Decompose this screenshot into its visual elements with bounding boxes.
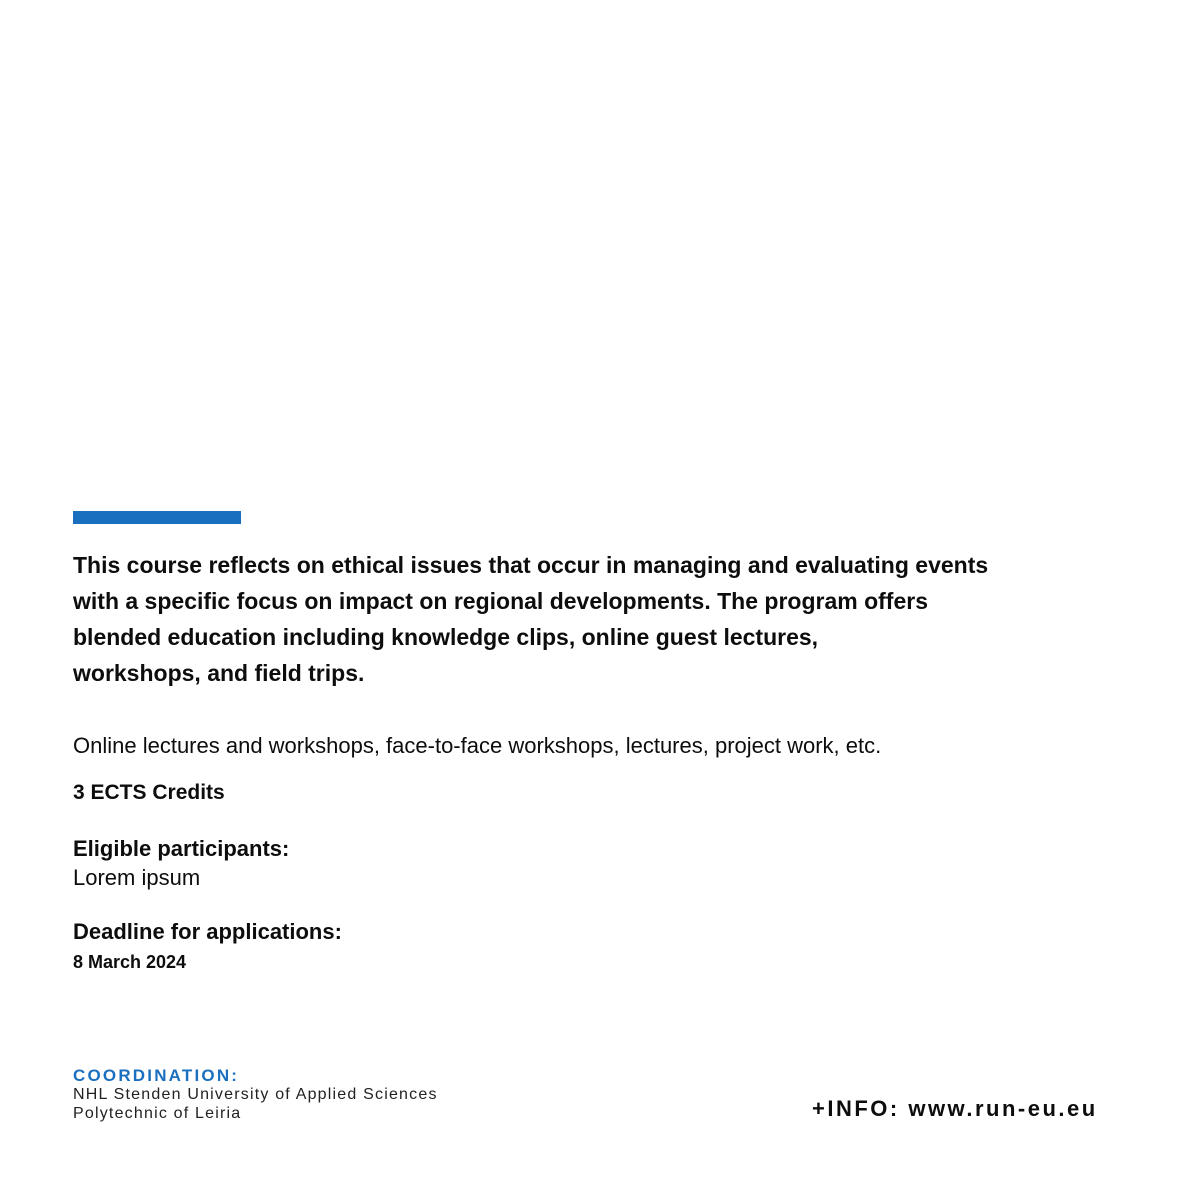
course-formats: Online lectures and workshops, face-to-face workshops, lectures, project work, etc. [73, 733, 882, 758]
course-description-line: with a specific focus on impact on regional developments. The program offers [73, 588, 928, 614]
more-info-link[interactable]: +INFO: www.run-eu.eu [812, 1096, 1098, 1121]
coordination-institution: NHL Stenden University of Applied Sciences [73, 1086, 438, 1103]
coordination-institutions [73, 1085, 438, 1123]
coordination-institution: Polytechnic of Leiria [73, 1105, 242, 1122]
course-description [73, 547, 1113, 691]
course-description-line: blended education including knowledge clips, online guest lectures, [73, 624, 819, 650]
deadline-label: Deadline for applications: [73, 919, 342, 944]
eligible-participants-value: Lorem ipsum [73, 865, 201, 890]
course-description-line: This course reflects on ethical issues that occur in managing and evaluating events [73, 552, 989, 578]
accent-bar [73, 511, 241, 524]
deadline-value: 8 March 2024 [73, 952, 187, 972]
ects-credits: 3 ECTS Credits [73, 781, 225, 804]
eligible-participants-label: Eligible participants: [73, 836, 290, 861]
course-description-line: workshops, and field trips. [73, 660, 365, 686]
coordination-label: COORDINATION: [73, 1066, 240, 1085]
